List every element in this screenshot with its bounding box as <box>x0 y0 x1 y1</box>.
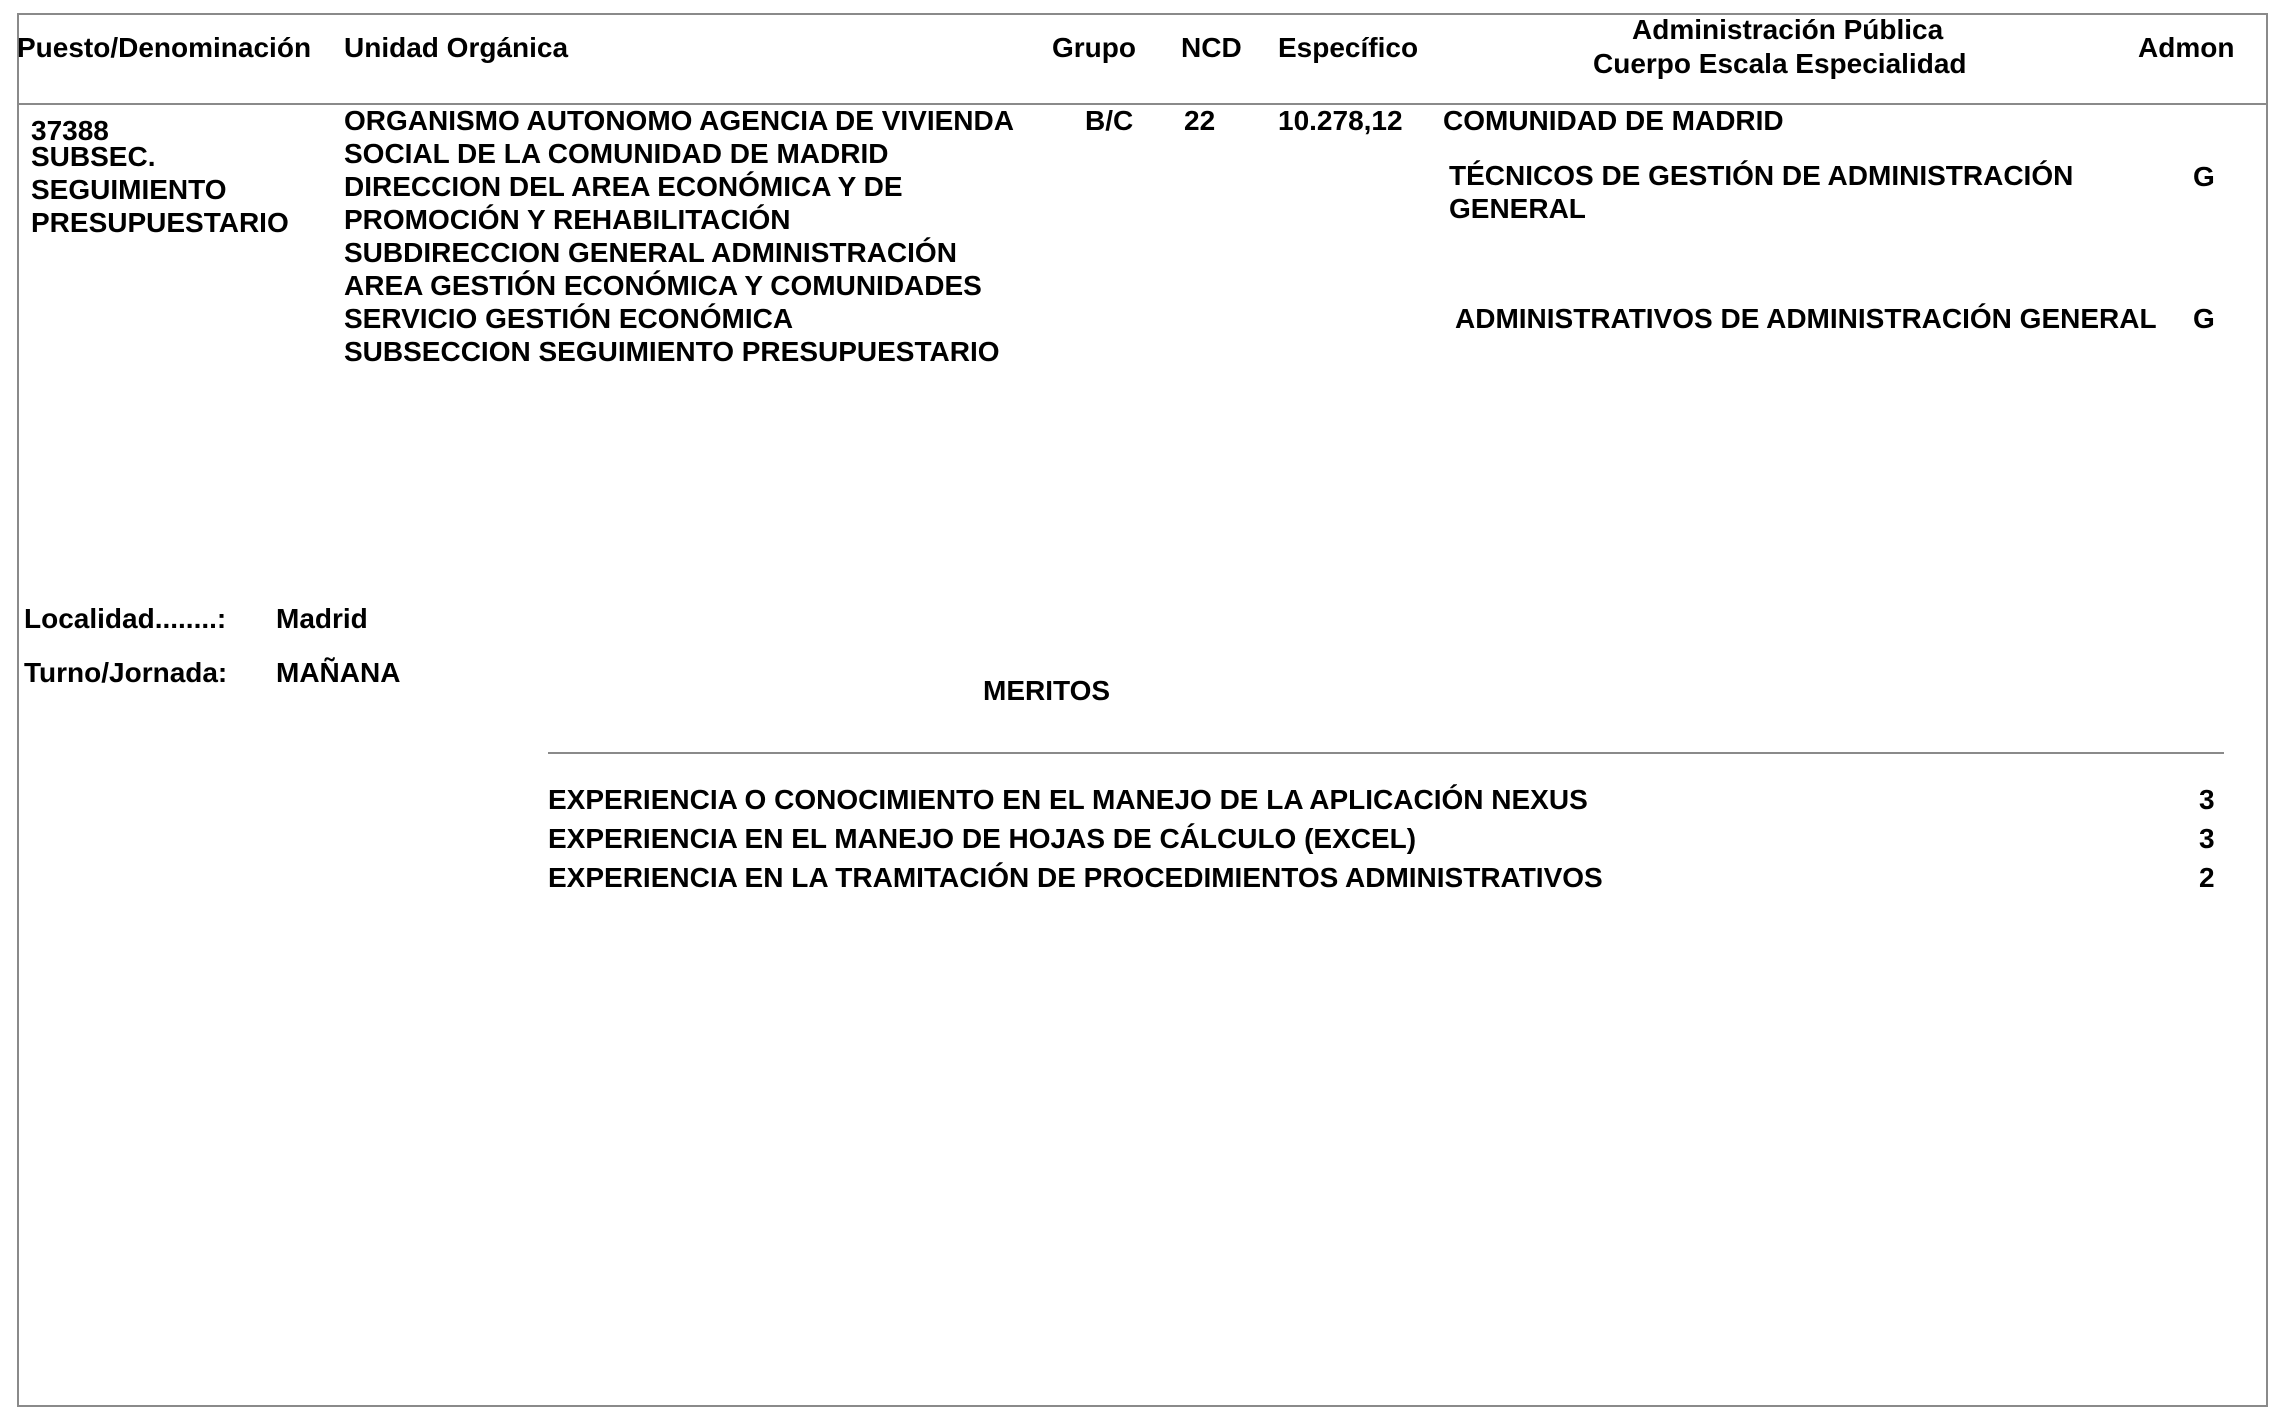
merito-text: EXPERIENCIA EN LA TRAMITACIÓN DE PROCEDIMIENTOS ADMINISTRATIVOS <box>548 862 1603 893</box>
puesto-especifico: 10.278,12 <box>1278 105 1403 136</box>
header-admon: Admon <box>2138 32 2235 63</box>
merito-text: EXPERIENCIA EN EL MANEJO DE HOJAS DE CÁLCULO (EXCEL) <box>548 823 1417 854</box>
denominacion-line: SUBSEC. <box>31 141 156 172</box>
header-especifico: Específico <box>1278 32 1419 63</box>
cuerpo-administrativos-admon: G <box>2193 303 2215 334</box>
cuerpo-line: GENERAL <box>1449 193 1586 224</box>
denominacion-line: SEGUIMIENTO <box>31 174 227 205</box>
header-ncd: NCD <box>1181 32 1242 63</box>
header-cuerpo-escala: Cuerpo Escala Especialidad <box>1593 48 1967 79</box>
unidad-line: DIRECCION DEL AREA ECONÓMICA Y DE <box>344 171 903 202</box>
puesto-administracion: COMUNIDAD DE MADRID <box>1443 105 1784 136</box>
turno-label: Turno/Jornada: <box>24 657 228 688</box>
meritos-title: MERITOS <box>983 675 1111 706</box>
header-unidad: Unidad Orgánica <box>344 32 569 63</box>
unidad-line: SUBDIRECCION GENERAL ADMINISTRACIÓN <box>344 237 957 268</box>
merito-points: 2 <box>2199 862 2215 893</box>
localidad-label: Localidad........: <box>24 603 227 634</box>
cuerpo-line: TÉCNICOS DE GESTIÓN DE ADMINISTRACIÓN <box>1449 160 2074 191</box>
cuerpo-administrativos: ADMINISTRATIVOS DE ADMINISTRACIÓN GENERAL <box>1455 303 2157 334</box>
merito-points: 3 <box>2199 784 2215 815</box>
header-admin-publica: Administración Pública <box>1632 14 1944 45</box>
localidad-value: Madrid <box>276 603 368 634</box>
unidad-line: PROMOCIÓN Y REHABILITACIÓN <box>344 204 791 235</box>
puesto-ncd: 22 <box>1184 105 1216 136</box>
merito-points: 3 <box>2199 823 2215 854</box>
unidad-line: SUBSECCION SEGUIMIENTO PRESUPUESTARIO <box>344 336 1000 367</box>
meritos-separator <box>548 752 2224 754</box>
unidad-organica <box>344 104 1014 368</box>
header-grupo: Grupo <box>1052 32 1136 63</box>
merito-text: EXPERIENCIA O CONOCIMIENTO EN EL MANEJO DE LA APLICACIÓN NEXUS <box>548 784 1588 815</box>
unidad-line: SERVICIO GESTIÓN ECONÓMICA <box>344 303 794 334</box>
header-puesto: Puesto/Denominación <box>17 32 312 63</box>
puesto-codigo: 37388 <box>31 115 109 146</box>
puesto-grupo: B/C <box>1085 105 1134 136</box>
cuerpo-tecnicos <box>1449 159 2073 225</box>
denominacion-line: PRESUPUESTARIO <box>31 207 289 238</box>
puesto-denominacion <box>31 140 289 239</box>
unidad-line: ORGANISMO AUTONOMO AGENCIA DE VIVIENDA <box>344 105 1014 136</box>
unidad-line: SOCIAL DE LA COMUNIDAD DE MADRID <box>344 138 889 169</box>
cuerpo-tecnicos-admon: G <box>2193 161 2215 192</box>
turno-value: MAÑANA <box>276 657 401 688</box>
unidad-line: AREA GESTIÓN ECONÓMICA Y COMUNIDADES <box>344 270 982 301</box>
